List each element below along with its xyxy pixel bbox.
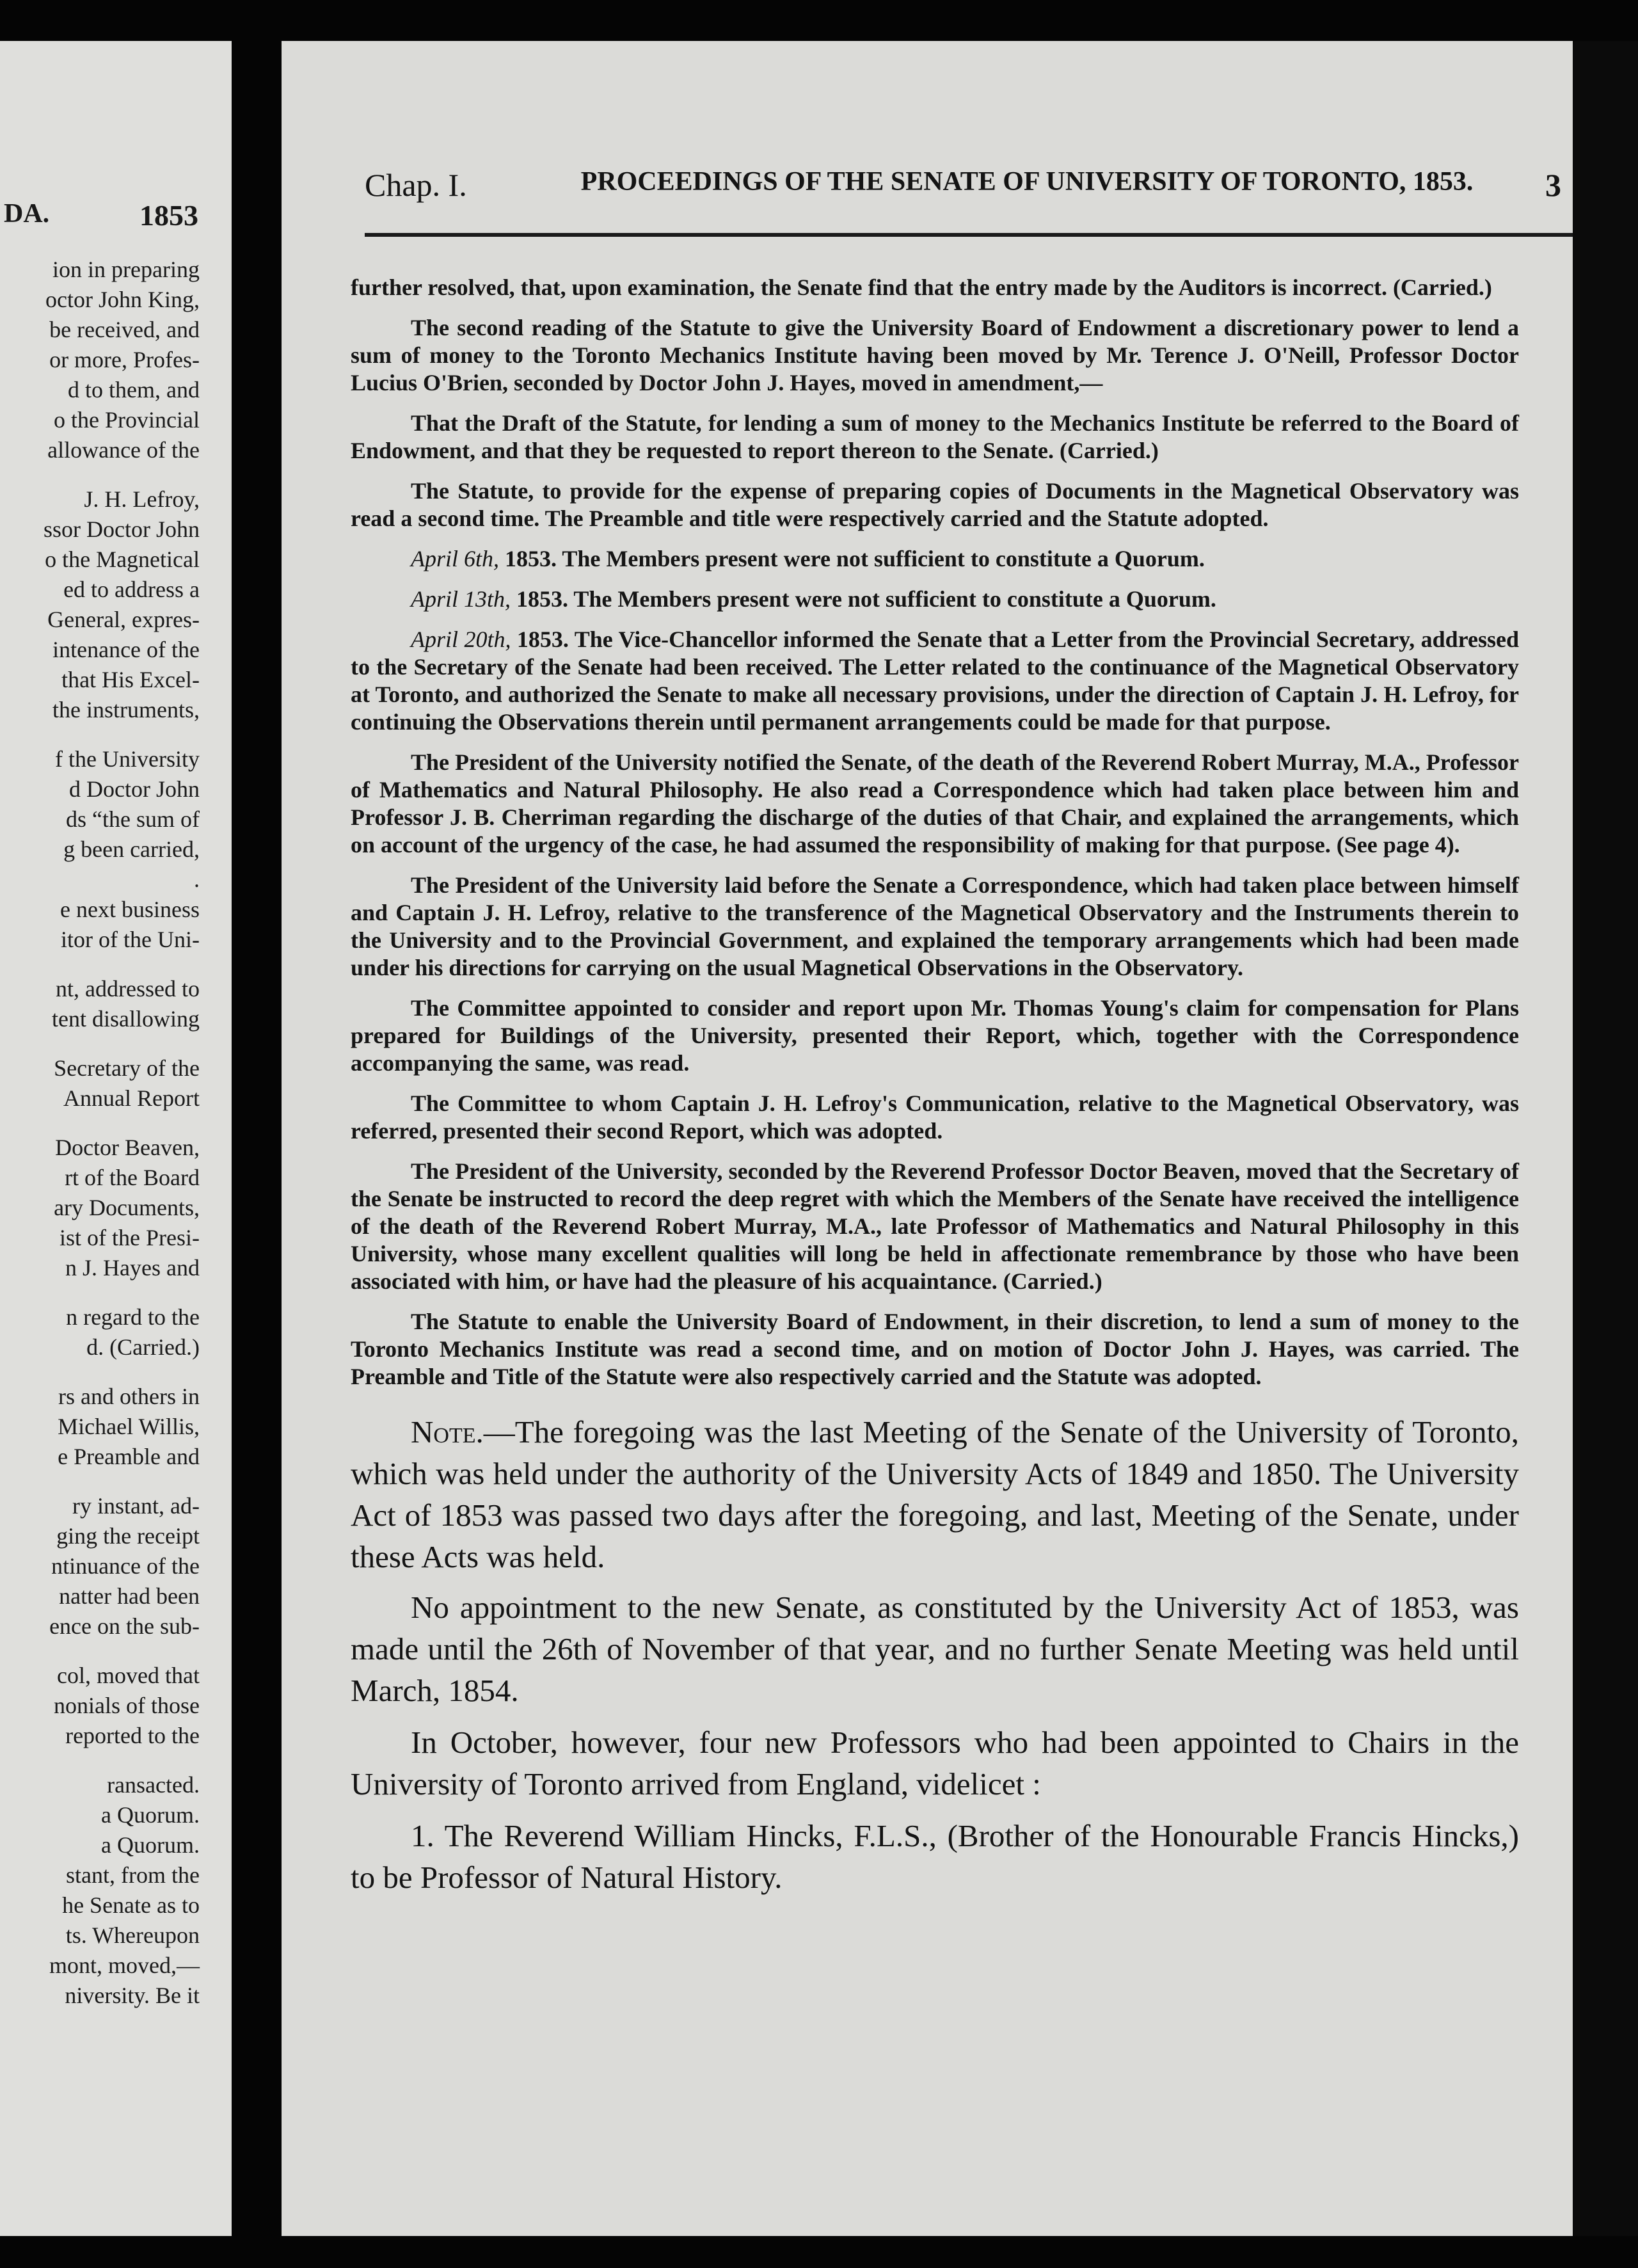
facing-page-line: mont, moved,— (49, 1953, 200, 1978)
facing-page-line: e Preamble and (58, 1444, 200, 1469)
facing-page-line: be received, and (49, 317, 200, 342)
facing-page-line: a Quorum. (101, 1832, 200, 1858)
note-lead: Note. (411, 1414, 484, 1449)
facing-page-line: ntinuance of the (51, 1553, 200, 1579)
facing-page-line: Annual Report (63, 1085, 200, 1111)
facing-page-line (0, 1641, 200, 1661)
facing-page-line: nonials of those (54, 1693, 200, 1718)
minutes-paragraph (351, 872, 1519, 982)
facing-page-line: the instruments, (52, 697, 200, 723)
facing-page-line: Doctor Beaven, (55, 1135, 200, 1160)
facing-page-line: J. H. Lefroy, (84, 486, 200, 512)
facing-page-text (0, 255, 200, 2011)
facing-page-line (0, 1751, 200, 1770)
minutes-paragraph (351, 314, 1519, 397)
header-rule (365, 233, 1593, 237)
facing-page-line: Secretary of the (54, 1055, 200, 1081)
facing-page-line (0, 465, 200, 484)
facing-page-line: ransacted. (107, 1772, 200, 1798)
closing-paragraph: 1. The Reverend William Hincks, F.L.S., (Brother of the Honourable Francis Hincks,) to be Professor of Natural History. (351, 1818, 1519, 1895)
minutes-paragraph (351, 1158, 1519, 1295)
paragraph-text: That the Draft of the Statute, for lending a sum of money to the Mechanics Institute be referred to the Board of Endowment, and that they be requested to report thereon to the Senate. (Carried.) (351, 410, 1519, 463)
minutes-paragraph (351, 274, 1519, 301)
paragraph-text: 1853. The Vice-Chancellor informed the Senate that a Letter from the Provincial Secretary, addressed to the Secretary of the Senate had been received. The Letter related to the continuance of the Magnetical Observatory at Toronto, and authorized the Senate to make all necessary provisions, under the direction of Captain J. H. Lefroy, for continuing the Observations therein until permanent arrangements could be made for that purpose. (351, 627, 1519, 735)
closing-paragraph: No appointment to the new Senate, as constituted by the University Act of 1853, was made until the 26th of November of that year, and no further Senate Meeting was held until March, 1854. (351, 1590, 1519, 1708)
facing-page-line: tent disallowing (52, 1006, 200, 1032)
minutes-paragraph (351, 1308, 1519, 1391)
facing-page-line (0, 1472, 200, 1491)
facing-page-line: nt, addressed to (56, 976, 200, 1002)
facing-page-line: o the Provincial (54, 407, 200, 433)
facing-page-line (0, 1362, 200, 1382)
minutes-paragraph (351, 545, 1519, 573)
facing-page-line: ging the receipt (56, 1523, 200, 1549)
facing-page-header (0, 156, 232, 232)
facing-page-line: rt of the Board (65, 1165, 200, 1190)
facing-page-line: stant, from the (66, 1862, 200, 1888)
facing-page-line: d. (Carried.) (86, 1334, 200, 1360)
facing-page-header-fragment: DA. (4, 199, 50, 228)
minutes-paragraph (351, 410, 1519, 465)
meeting-date: April 13th, (411, 586, 517, 612)
facing-page-line: d to them, and (68, 377, 200, 403)
facing-page-line: d Doctor John (69, 776, 200, 802)
facing-page-line: ry instant, ad- (72, 1493, 200, 1519)
minutes-paragraph (351, 1090, 1519, 1145)
facing-page-line: ssor Doctor John (44, 516, 200, 542)
paragraph-text: The President of the University, seconded by the Reverend Professor Doctor Beaven, moved that the Secretary of the Senate be instructed to record the deep regret with which the Members of the Senate have received the intelligence of the death of the Reverend Robert Murray, M.A., late Professor of Mathematics and Natural Philosophy in this University, whose many excellent qualities will long be held in affectionate remembrance by those who have been associated with him, or have had the pleasure of his acquaintance. (Carried.) (351, 1158, 1519, 1294)
facing-page-line: niversity. Be it (65, 1983, 200, 2008)
facing-page-line: itor of the Uni- (61, 927, 200, 952)
facing-page-line: rs and others in (58, 1384, 200, 1409)
minutes-paragraph (351, 586, 1519, 613)
paragraph-text: further resolved, that, upon examination, the Senate find that the entry made by the Auditors is incorrect. (Carried.) (351, 275, 1492, 300)
closing-paragraph: In October, however, four new Professors who had been appointed to Chairs in the University of Toronto arrived from England, videlicet : (351, 1725, 1519, 1801)
facing-page-line: octor John King, (45, 287, 200, 312)
facing-page-line: General, expres- (47, 607, 200, 632)
paragraph-text: The Committee to whom Captain J. H. Lefroy's Communication, relative to the Magnetical Observatory, was referred, presented their second Report, which was adopted. (351, 1090, 1519, 1144)
minutes-paragraph (351, 626, 1519, 736)
minutes-paragraph (351, 994, 1519, 1077)
facing-page-line: col, moved that (57, 1663, 200, 1688)
facing-page-line: f the University (55, 746, 200, 772)
facing-page-line (0, 1114, 200, 1133)
paragraph-text: 1853. The Members present were not sufficient to constitute a Quorum. (516, 586, 1216, 612)
facing-page-line: n regard to the (66, 1304, 200, 1330)
facing-page-line: e next business (60, 897, 200, 922)
book-gutter (232, 0, 282, 2268)
paragraph-text: The President of the University laid before the Senate a Correspondence, which had taken place between himself and Captain J. H. Lefroy, relative to the transference of the Magnetical Observatory and the Instruments therein to the University and to the Provincial Government, and explained the temporary arrangements which had been made under his directions for carrying on the usual Magnetical Observations in the Observatory. (351, 872, 1519, 980)
facing-page-line: ed to address a (63, 577, 200, 602)
running-header (365, 166, 1612, 218)
paragraph-text: The Statute, to provide for the expense of preparing copies of Documents in the Magnetical Observatory was read a second time. The Preamble and title were respectively carried and the Statute adopted. (351, 478, 1519, 531)
facing-page-line: he Senate as to (62, 1892, 200, 1918)
facing-page-line: ds “the sum of (66, 806, 200, 832)
chapter-label: Chap. I. (365, 167, 467, 203)
facing-page-line: Michael Willis, (58, 1414, 200, 1439)
facing-page-line: ion in preparing (52, 257, 200, 282)
meeting-date: April 6th, (411, 546, 505, 571)
facing-page-line: or more, Profes- (49, 347, 200, 372)
running-title: PROCEEDINGS OF THE SENATE OF UNIVERSITY OF TORONTO, 1853. (580, 167, 1474, 196)
facing-page-line: n J. Hayes and (65, 1255, 200, 1281)
page-number: 3 (1545, 167, 1561, 203)
facing-page-line: ts. Whereupon (65, 1922, 200, 1948)
minutes-paragraph (351, 749, 1519, 859)
facing-page-line: o the Magnetical (45, 547, 200, 572)
editorial-note (351, 1411, 1519, 1577)
facing-page-line (0, 725, 200, 744)
paragraph-text: 1853. The Members present were not sufficient to constitute a Quorum. (505, 546, 1205, 571)
facing-page-line: allowance of the (47, 437, 200, 463)
facing-page-line (0, 1034, 200, 1053)
paragraph-text: The second reading of the Statute to give the University Board of Endowment a discretionary power to lend a sum of money to the Toronto Mechanics Institute having been moved by Mr. Terence J. O'Neill, Professor Doctor Lucius O'Brien, seconded by Doctor John J. Hayes, moved in amendment,— (351, 315, 1519, 395)
minutes-paragraph (351, 477, 1519, 532)
page-body (351, 274, 1519, 1908)
paragraph-text: The President of the University notified the Senate, of the death of the Reverend Robert Murray, M.A., Professor of Mathematics and Natural Philosophy. He also read a Correspondence which had taken place between him and Professor J. B. Cherriman regarding the discharge of the duties of that Chair, and explained the arrangements, which on account of the urgency of the case, he had assumed the responsibility of making for that purpose. (See page 4). (351, 749, 1519, 858)
facing-page-line (0, 1283, 200, 1302)
facing-page-line: ary Documents, (54, 1195, 200, 1220)
meeting-date: April 20th, (411, 627, 517, 652)
facing-page (0, 41, 232, 2236)
page-edge (1573, 41, 1638, 2236)
paragraph-text: The Committee appointed to consider and report upon Mr. Thomas Young's claim for compensation for Plans prepared for Buildings of the University, presented their Report, which, together with the Correspondence accompanying the same, was read. (351, 995, 1519, 1076)
note-text: —The foregoing was the last Meeting of the Senate of the University of Toronto, which was held under the authority of the University Acts of 1849 and 1850. The University Act of 1853 was passed two days after the foregoing, and last, Meeting of the Senate, under these Acts was held. (351, 1414, 1519, 1574)
facing-page-line (0, 955, 200, 974)
main-page (282, 41, 1612, 2236)
facing-page-line: . (194, 866, 200, 892)
facing-page-year: 1853 (139, 199, 198, 232)
facing-page-line: g been carried, (63, 836, 200, 862)
facing-page-line: ence on the sub- (49, 1613, 200, 1639)
facing-page-line: natter had been (59, 1583, 200, 1609)
facing-page-line: that His Excel- (61, 667, 200, 692)
facing-page-line: a Quorum. (101, 1802, 200, 1828)
facing-page-line: intenance of the (52, 637, 200, 662)
paragraph-text: The Statute to enable the University Board of Endowment, in their discretion, to lend a sum of money to the Toronto Mechanics Institute was read a second time, and on motion of Doctor John J. Hayes, was carried. The Preamble and Title of the Statute were also respectively carried and the Statute was adopted. (351, 1309, 1519, 1389)
facing-page-line: ist of the Presi- (60, 1225, 200, 1250)
facing-page-line: reported to the (65, 1723, 200, 1748)
